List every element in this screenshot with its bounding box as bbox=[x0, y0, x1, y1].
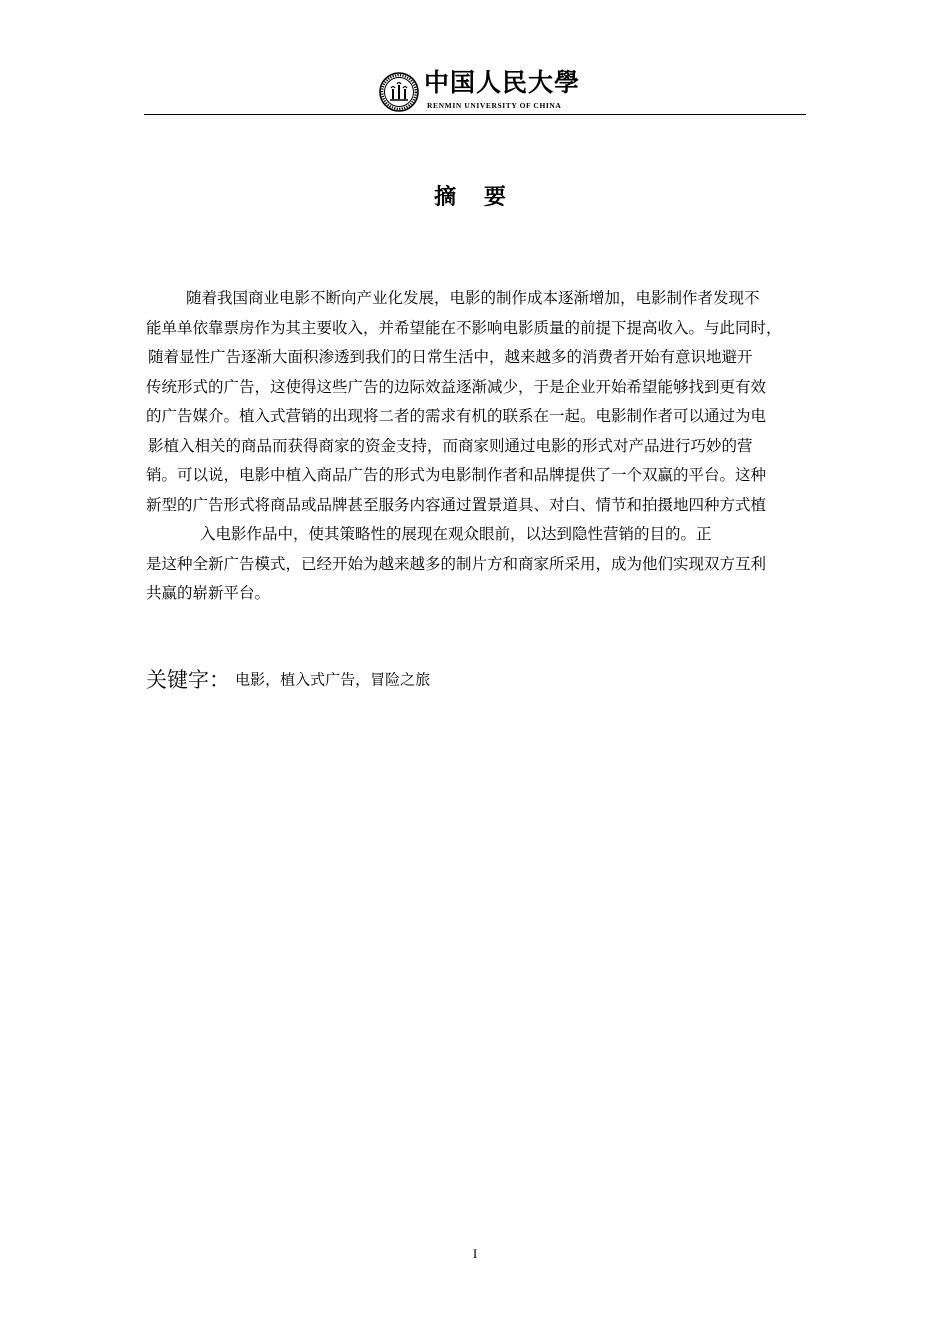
keywords-label: 关键字： bbox=[146, 668, 230, 692]
keywords-value: 电影，植入式广告，冒险之旅 bbox=[235, 670, 431, 689]
abstract-line: 入电影作品中，使其策略性的展现在观众眼前，以达到隐性营销的目的。正 bbox=[200, 525, 712, 543]
abstract-line: 传统形式的广告，这使得这些广告的边际效益逐渐减少，于是企业开始希望能够找到更有效 bbox=[146, 377, 767, 396]
abstract-line: 是这种全新广告模式，已经开始为越来越多的制片方和商家所采用，成为他们实现双方互利 bbox=[146, 554, 767, 573]
abstract-line: 销。可以说，电影中植入商品广告的形式为电影制作者和品牌提供了一个双赢的平台。这种 bbox=[146, 466, 767, 484]
abstract-line: 影植入相关的商品而获得商家的资金支持，而商家则通过电影的形式对产品进行巧妙的营 bbox=[148, 436, 753, 455]
page-number: I bbox=[472, 1246, 478, 1261]
page-header bbox=[0, 66, 950, 114]
abstract-line: 随着我国商业电影不断向产业化发展，电影的制作成本逐渐增加，电影制作者发现不 bbox=[186, 289, 760, 307]
abstract-line: 共赢的崭新平台。 bbox=[146, 584, 271, 602]
university-name-cn: 中国人民大學 bbox=[424, 68, 581, 97]
abstract-body bbox=[146, 284, 806, 609]
header-divider bbox=[144, 114, 806, 115]
abstract-line: 随着显性广告逐渐大面积渗透到我们的日常生活中，越来越多的消费者开始有意识地避开 bbox=[148, 348, 753, 366]
university-seal-icon bbox=[379, 72, 419, 112]
keywords-row bbox=[146, 664, 430, 694]
university-name-en: RENMIN UNIVERSITY OF CHINA bbox=[427, 101, 562, 110]
abstract-line: 新型的广告形式将商品或品牌甚至服务内容通过置景道具、对白、情节和拍摄地四种方式植 bbox=[146, 495, 767, 514]
abstract-line: 的广告媒介。植入式营销的出现将二者的需求有机的联系在一起。电影制作者可以通过为电 bbox=[146, 407, 767, 425]
abstract-line: 能单单依靠票房作为其主要收入，并希望能在不影响电影质量的前提下提高收入。与此同时， bbox=[146, 318, 782, 337]
page-title: 摘 要 bbox=[434, 185, 516, 210]
